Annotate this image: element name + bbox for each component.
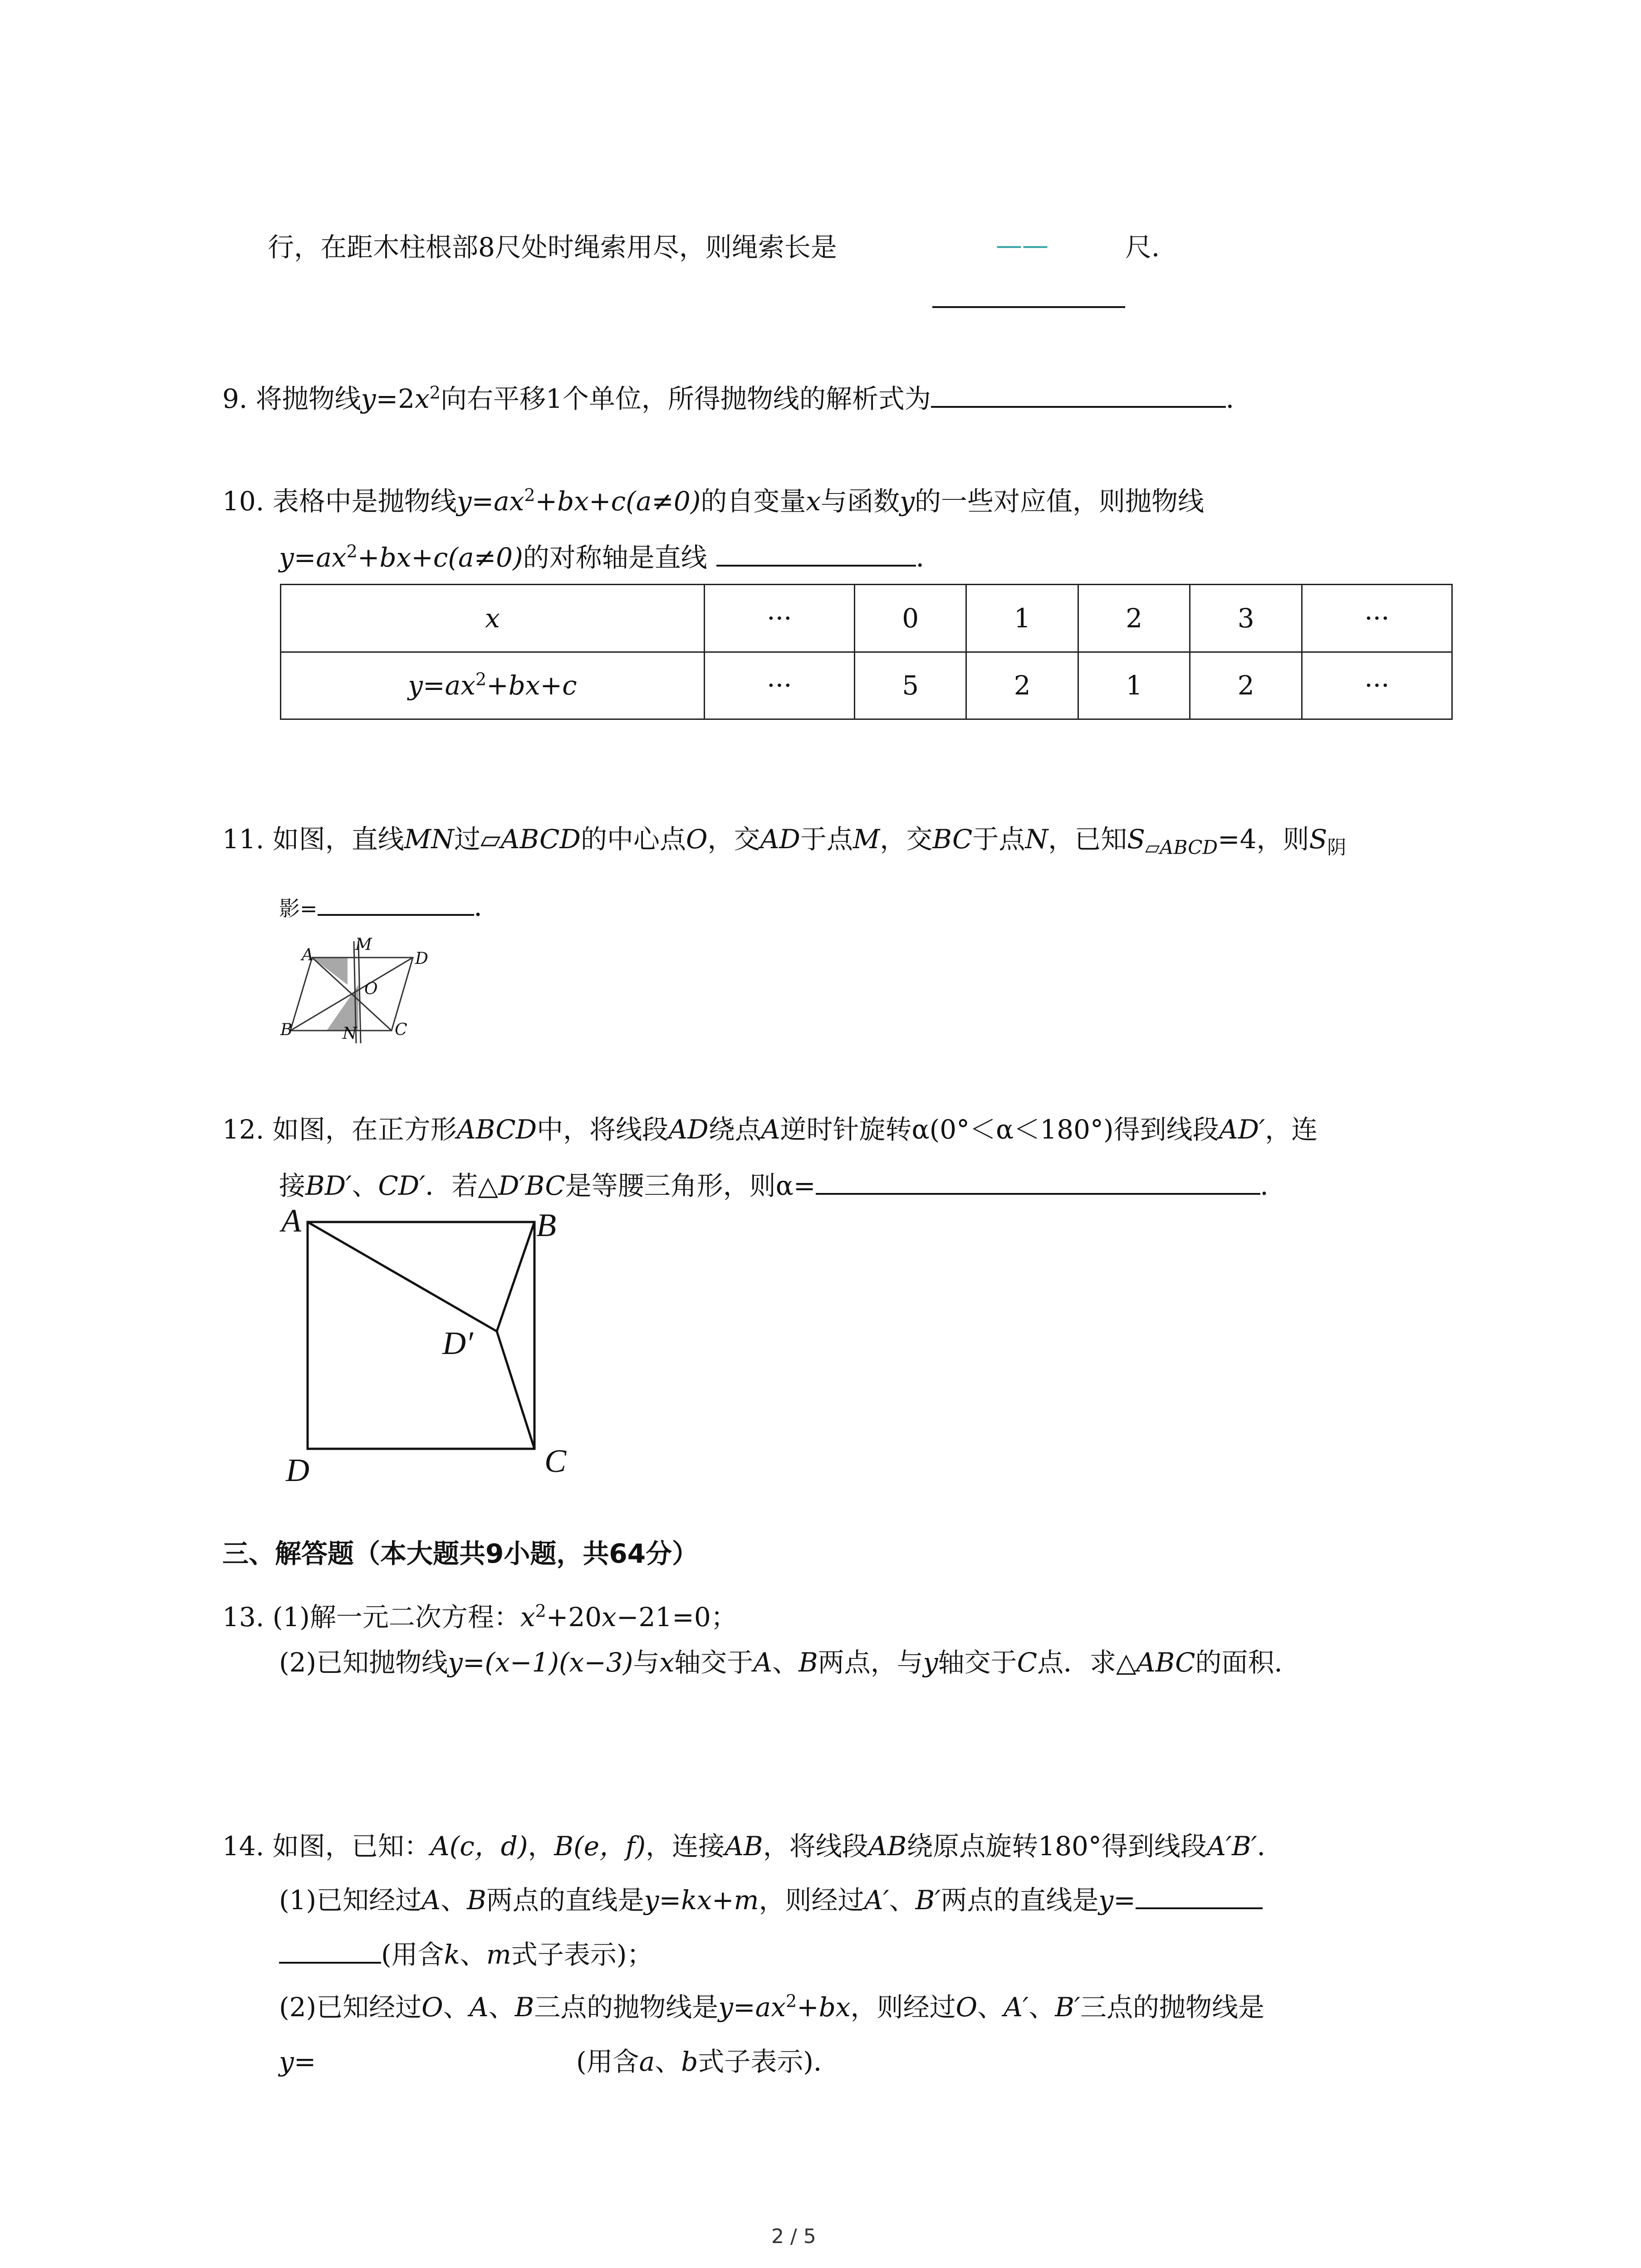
q10-text-a: 表格中是抛物线 [272,486,457,517]
q13-text: 、 [772,1647,799,1678]
fig11-label-c: C [395,1021,407,1039]
q14-var: B [467,1885,486,1916]
q14-text: ，连接 [646,1831,725,1862]
q13-text: +20 [546,1602,602,1633]
q14-line5 [279,2043,316,2080]
q14-var: A [421,1885,441,1916]
fig11-label-b: B [280,1021,293,1039]
fig11-label-d: D [415,949,428,968]
table-header-x: x [281,585,705,652]
q12-text: 中，将线段 [537,1114,669,1145]
q14-var: B(e，f) [554,1831,646,1862]
q14-var: a [639,2046,655,2077]
q13-var: x [602,1602,617,1633]
q14-var: O [421,1992,443,2023]
q13-var: x [520,1602,535,1633]
q12-text: 接 [279,1170,306,1201]
q12-number: 12. [222,1114,265,1145]
q12-var: CD′ [378,1170,426,1201]
q11-var: BC [932,824,973,855]
table-cell: ··· [704,585,854,652]
q14-var: +bx [797,1992,851,2023]
q10-text-b: 的自变量 [700,486,806,517]
q13-text: −21=0； [616,1602,737,1633]
q14-var: O [955,1992,978,2023]
q14-part2-answer-area[interactable] [324,2073,565,2077]
q14-text: 、 [655,2046,681,2077]
q13-text: 点．求△ [1037,1647,1136,1678]
q14-var: B [514,1992,534,2023]
table-cell: 5 [854,652,966,719]
q10-var-x: x [806,486,821,517]
q14-var: B′ [915,1885,941,1916]
q10-var-y: y [900,486,915,517]
fig11-label-a: A [302,946,314,964]
fig11-label-m: M [355,935,372,954]
table-cell: 2 [966,652,1078,719]
table-cell: 2 [1190,652,1302,719]
square-figure [272,1198,572,1479]
q14-text: 、 [1029,1992,1055,2023]
q8-answer: —— [996,230,1048,260]
q12-end: ． [1260,1170,1287,1201]
q11-text: ，交 [880,824,933,855]
q13-text: 轴交于 [938,1647,1017,1678]
q10-text-d: 的一些对应值，则抛物线 [914,486,1204,517]
q14-text: 、 [443,1992,470,2023]
q10-formula-a: y=ax [456,486,524,517]
q14-var: y=ax [718,1992,786,2023]
q13-var: A [753,1647,773,1678]
q11-text: 的中心点 [580,824,686,855]
q10-formula-b: +bx+c(a≠0) [535,486,701,517]
q12-text: ．若△ [425,1170,498,1201]
q9-end: ． [1225,383,1252,414]
q14-text: (2)已知经过 [279,1992,422,2023]
q14-text: 如图，已知： [272,1831,431,1862]
q14-text: ． [1257,1831,1283,1862]
q10-line2-end: ． [916,542,942,573]
q8-unit: 尺． [1125,232,1178,263]
q14-line3 [279,1935,653,1973]
q13-text: 与 [633,1647,660,1678]
q11-subscript: ▱ABCD [1145,836,1218,859]
q14-line1 [222,1828,1283,1864]
q9-exponent: 2 [429,382,441,403]
fig12-label-b: B [536,1207,556,1243]
q10-line2-exponent: 2 [346,541,358,562]
q13-text: (2)已知抛物线 [279,1647,448,1678]
q14-part1-answer-blank-cont[interactable] [279,1935,381,1964]
q11-number: 11. [222,824,265,855]
q13-text: 的面积． [1195,1647,1301,1678]
q14-var: k [444,1939,460,1970]
q10-exponent-a: 2 [524,485,535,505]
q14-number: 14. [222,1831,265,1862]
q14-text: (用含 [576,2046,639,2077]
q14-var: AB [868,1831,907,1862]
q11-text: =4，则 [1218,824,1309,855]
q12-var: BD′ [305,1170,352,1201]
q14-text: 、 [488,1992,515,2023]
q14-exponent: 2 [785,1991,797,2011]
section-3-heading: 三、解答题（本大题共9小题，共64分） [222,1538,699,1569]
q10-line2-formula-a: y=ax [279,542,347,573]
table-cell: 1 [966,585,1078,652]
q11-line1 [222,821,1346,857]
q10-line1 [222,483,1204,519]
q12-text: 如图，在正方形 [272,1114,457,1145]
q13-number: 13. [222,1602,265,1633]
q13-var: C [1017,1647,1037,1678]
q10-text-c: 与函数 [821,486,900,517]
q13-var: x [659,1647,675,1678]
fig11-label-n: N [343,1024,357,1043]
q10-line2 [279,538,942,576]
q8-answer-blank[interactable] [932,306,1125,308]
q11-answer-blank[interactable] [318,887,474,916]
q12-var: ABCD [456,1114,537,1145]
q11-var: S [1309,824,1327,855]
q14-line5-tail [576,2043,840,2080]
q14-text: 、 [441,1885,467,1916]
q14-text: 两点的直线是 [941,1885,1099,1916]
q12-answer-blank[interactable] [816,1166,1260,1195]
q14-line2 [279,1880,1263,1918]
q9-answer-blank[interactable] [931,379,1226,408]
q14-var: A [469,1992,489,2023]
table-header-y-b: +bx+c [486,670,577,701]
q12-var: D′BC [498,1170,565,1201]
q14-var: b [681,2046,698,2077]
q14-var: B′ [1055,1992,1081,2023]
q9-text-pre: 将抛物线 [255,383,361,414]
q12-text: 、 [352,1170,378,1201]
q9-var-x: x [415,383,430,414]
q9-line [222,379,1252,417]
q11-end: ． [474,891,500,922]
q14-text: 式子表示)； [511,1939,653,1970]
q11-text: 过 [454,824,480,855]
q14-text: 、 [977,1992,1004,2023]
q14-text: ，则经过 [759,1885,864,1916]
q14-text: 绕原点旋转180°得到线段 [906,1831,1207,1862]
table-cell: 0 [854,585,966,652]
q13-line2 [279,1644,1301,1681]
fig12-label-d-prime: D′ [442,1325,473,1361]
q12-text: ，连 [1265,1114,1318,1145]
q11-var: ▱ABCD [480,824,581,855]
q14-var: A′ [864,1885,889,1916]
q11-subscript: 阴 [1327,836,1347,859]
q12-var: AD′ [1219,1114,1265,1145]
table-cell: ··· [704,652,854,719]
table-row [281,652,1452,719]
q12-var: A [761,1114,780,1145]
q13-var: y [923,1647,938,1678]
q11-var: S [1127,824,1145,855]
table-cell: ··· [1302,585,1452,652]
q12-text: 绕点 [708,1114,761,1145]
q14-text: 式子表示)． [698,2046,840,2077]
q8-line [268,229,837,265]
q14-text: 三点的抛物线是 [534,1992,719,2023]
q10-number: 10. [222,486,265,517]
q14-var: AB [725,1831,763,1862]
table-cell: 3 [1190,585,1302,652]
q11-text: 于点 [972,824,1025,855]
q11-text: ，交 [707,824,760,855]
q14-var: y [279,2046,294,2077]
q14-text: 两点的直线是 [486,1885,644,1916]
table-header-y-sup: 2 [475,669,487,689]
q14-var: A′B′ [1206,1831,1257,1862]
q11-text: 如图，直线 [272,824,404,855]
q13-text: 轴交于 [674,1647,754,1678]
q14-text: ， [528,1831,554,1862]
table-cell: ··· [1302,652,1452,719]
q14-line4 [279,1989,1264,2025]
page-number: 2 / 5 [771,2225,816,2248]
q11-text: 于点 [800,824,853,855]
q10-answer-blank[interactable] [716,538,916,567]
q14-text: 、 [889,1885,916,1916]
q14-text: = [294,2046,316,2077]
table-header-y [281,652,705,719]
table-cell: 1 [1078,652,1190,719]
q10-line2-formula-b: +bx+c(a≠0) [357,542,523,573]
table-row [281,585,1452,652]
q14-text: ，将线段 [763,1831,868,1862]
q9-number: 9. [222,383,248,414]
fig11-label-o: O [364,980,378,998]
q11-var: AD [760,824,800,855]
q11-var: MN [404,824,454,855]
q14-part1-answer-blank[interactable] [1136,1880,1263,1909]
q11-var: O [686,824,708,855]
q14-text: = [1113,1885,1136,1916]
q13-exponent: 2 [535,1601,546,1621]
q10-line2-text: 的对称轴是直线 [523,542,707,573]
q13-text: 两点，与 [818,1647,923,1678]
q9-text-post: 向右平移1个单位，所得抛物线的解析式为 [440,383,931,414]
q14-text: 三点的抛物线是 [1080,1992,1265,2023]
q12-line1 [222,1111,1318,1148]
q11-line2 [279,887,500,927]
q12-text: 是等腰三角形，则α= [565,1170,816,1201]
q14-text: (1)已知经过 [279,1885,422,1916]
q14-var: y=kx+m [644,1885,759,1916]
q13-var: ABC [1136,1647,1195,1678]
q11-var: M [852,824,880,855]
q13-var: y=(x−1)(x−3) [448,1647,633,1678]
q12-text: 逆时针旋转α(0°＜α＜180°)得到线段 [780,1114,1219,1145]
fig12-label-d: D [286,1452,309,1488]
q11-text: ，已知 [1048,824,1127,855]
q14-var: y [1098,1885,1114,1916]
q14-var: m [486,1939,511,1970]
q14-var: A′ [1004,1992,1029,2023]
q9-var-y: y [361,383,376,414]
fig12-label-a: A [281,1202,301,1239]
q14-text: ，则经过 [850,1992,956,2023]
q13-var: B [798,1647,818,1678]
q12-var: AD [668,1114,709,1145]
q10-value-table [280,584,1453,720]
q14-text: (用含 [381,1939,444,1970]
q11-var: N [1025,824,1048,855]
table-cell: 2 [1078,585,1190,652]
q8-text: 行，在距木柱根部8尺处时绳索用尽，则绳索长是 [268,232,837,263]
q11-line2-text: 影= [279,896,318,921]
q9-coef: =2 [376,383,415,414]
q14-var: A(c，d) [430,1831,528,1862]
q13-text: (1)解一元二次方程： [272,1602,520,1633]
fig12-label-c: C [544,1443,567,1479]
table-header-y-a: y=ax [408,670,475,701]
q14-text: 、 [460,1939,486,1970]
q13-line1 [222,1599,737,1635]
